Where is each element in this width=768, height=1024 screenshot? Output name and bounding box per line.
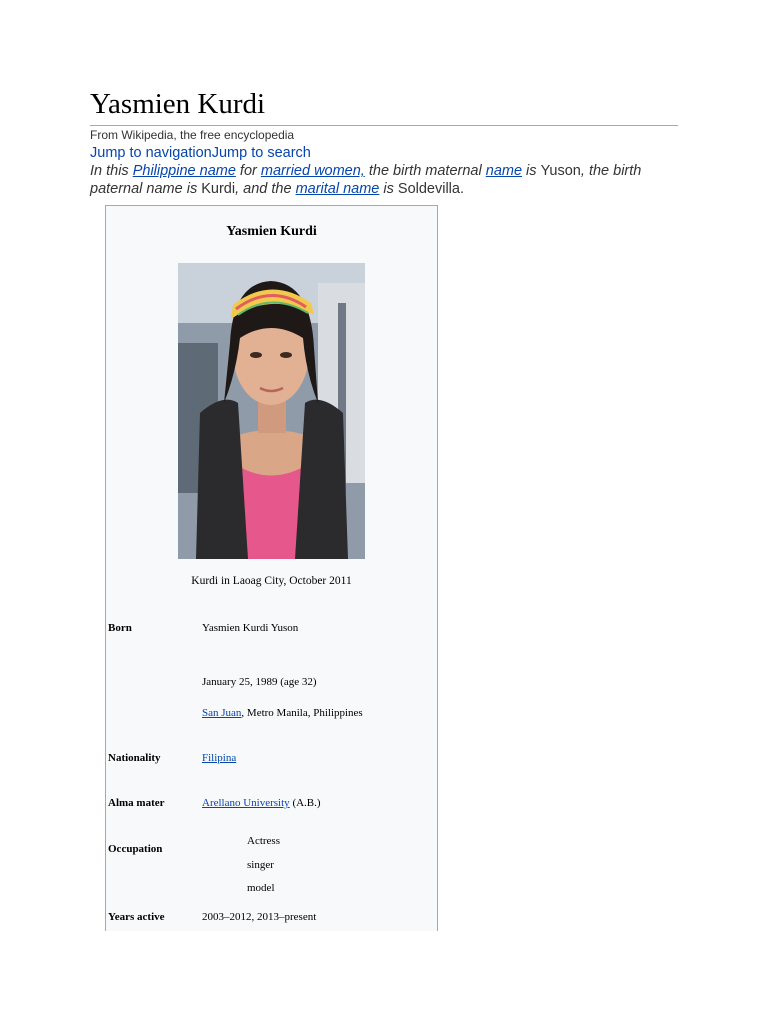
- born-label: Born: [108, 622, 132, 634]
- occupation-item: singer: [247, 859, 274, 871]
- married-women-link[interactable]: married women,: [260, 163, 365, 179]
- marital-name-link[interactable]: marital name: [295, 181, 380, 197]
- filipina-link[interactable]: Filipina: [202, 752, 237, 764]
- nationality-value: [202, 752, 236, 764]
- site-tagline: From Wikipedia, the free encyclopedia: [90, 128, 295, 142]
- hatnote-text: .: [459, 181, 465, 197]
- hatnote-text: for: [235, 163, 261, 179]
- jump-to-navigation-link[interactable]: Jump to navigation: [90, 145, 212, 161]
- years-active-label: Years active: [108, 911, 165, 923]
- jump-links: [90, 145, 311, 161]
- birth-place-rest: , Metro Manila, Philippines: [241, 707, 363, 719]
- maternal-name: Yuson: [540, 163, 581, 179]
- alma-mater-value: [202, 797, 321, 809]
- alma-mater-label: Alma mater: [108, 797, 165, 809]
- jump-to-search-link[interactable]: Jump to search: [211, 145, 311, 161]
- hatnote-text: the birth maternal: [364, 163, 486, 179]
- birth-place: [202, 707, 363, 719]
- philippine-name-link[interactable]: Philippine name: [132, 163, 236, 179]
- hatnote-text: , and the: [235, 181, 296, 197]
- hatnote-text: is: [379, 181, 398, 197]
- nationality-label: Nationality: [108, 752, 161, 764]
- birth-name: Yasmien Kurdi Yuson: [202, 622, 299, 634]
- birth-date: January 25, 1989 (age 32): [202, 676, 317, 688]
- infobox: [105, 205, 438, 931]
- alma-mater-degree: (A.B.): [289, 797, 321, 809]
- name-link[interactable]: name: [485, 163, 523, 179]
- marital-name: Soldevilla: [397, 181, 460, 197]
- title-divider: [90, 125, 678, 126]
- occupation-item: model: [247, 882, 275, 894]
- occupation-label: Occupation: [108, 843, 163, 855]
- san-juan-link[interactable]: San Juan: [202, 707, 242, 719]
- infobox-title: Yasmien Kurdi: [226, 224, 317, 239]
- years-active-value: 2003–2012, 2013–present: [202, 911, 317, 923]
- hatnote-text: In this: [90, 163, 133, 179]
- page-title: Yasmien Kurdi: [90, 88, 266, 120]
- occupation-item: Actress: [247, 835, 280, 847]
- photo-caption: Kurdi in Laoag City, October 2011: [191, 575, 352, 587]
- hatnote-text: is: [522, 163, 541, 179]
- portrait-photo[interactable]: [178, 263, 365, 559]
- hatnote-text: , the birth paternal name is: [90, 163, 642, 197]
- paternal-name: Kurdi: [201, 181, 236, 197]
- hatnote: [90, 162, 690, 198]
- arellano-university-link[interactable]: Arellano University: [202, 797, 290, 809]
